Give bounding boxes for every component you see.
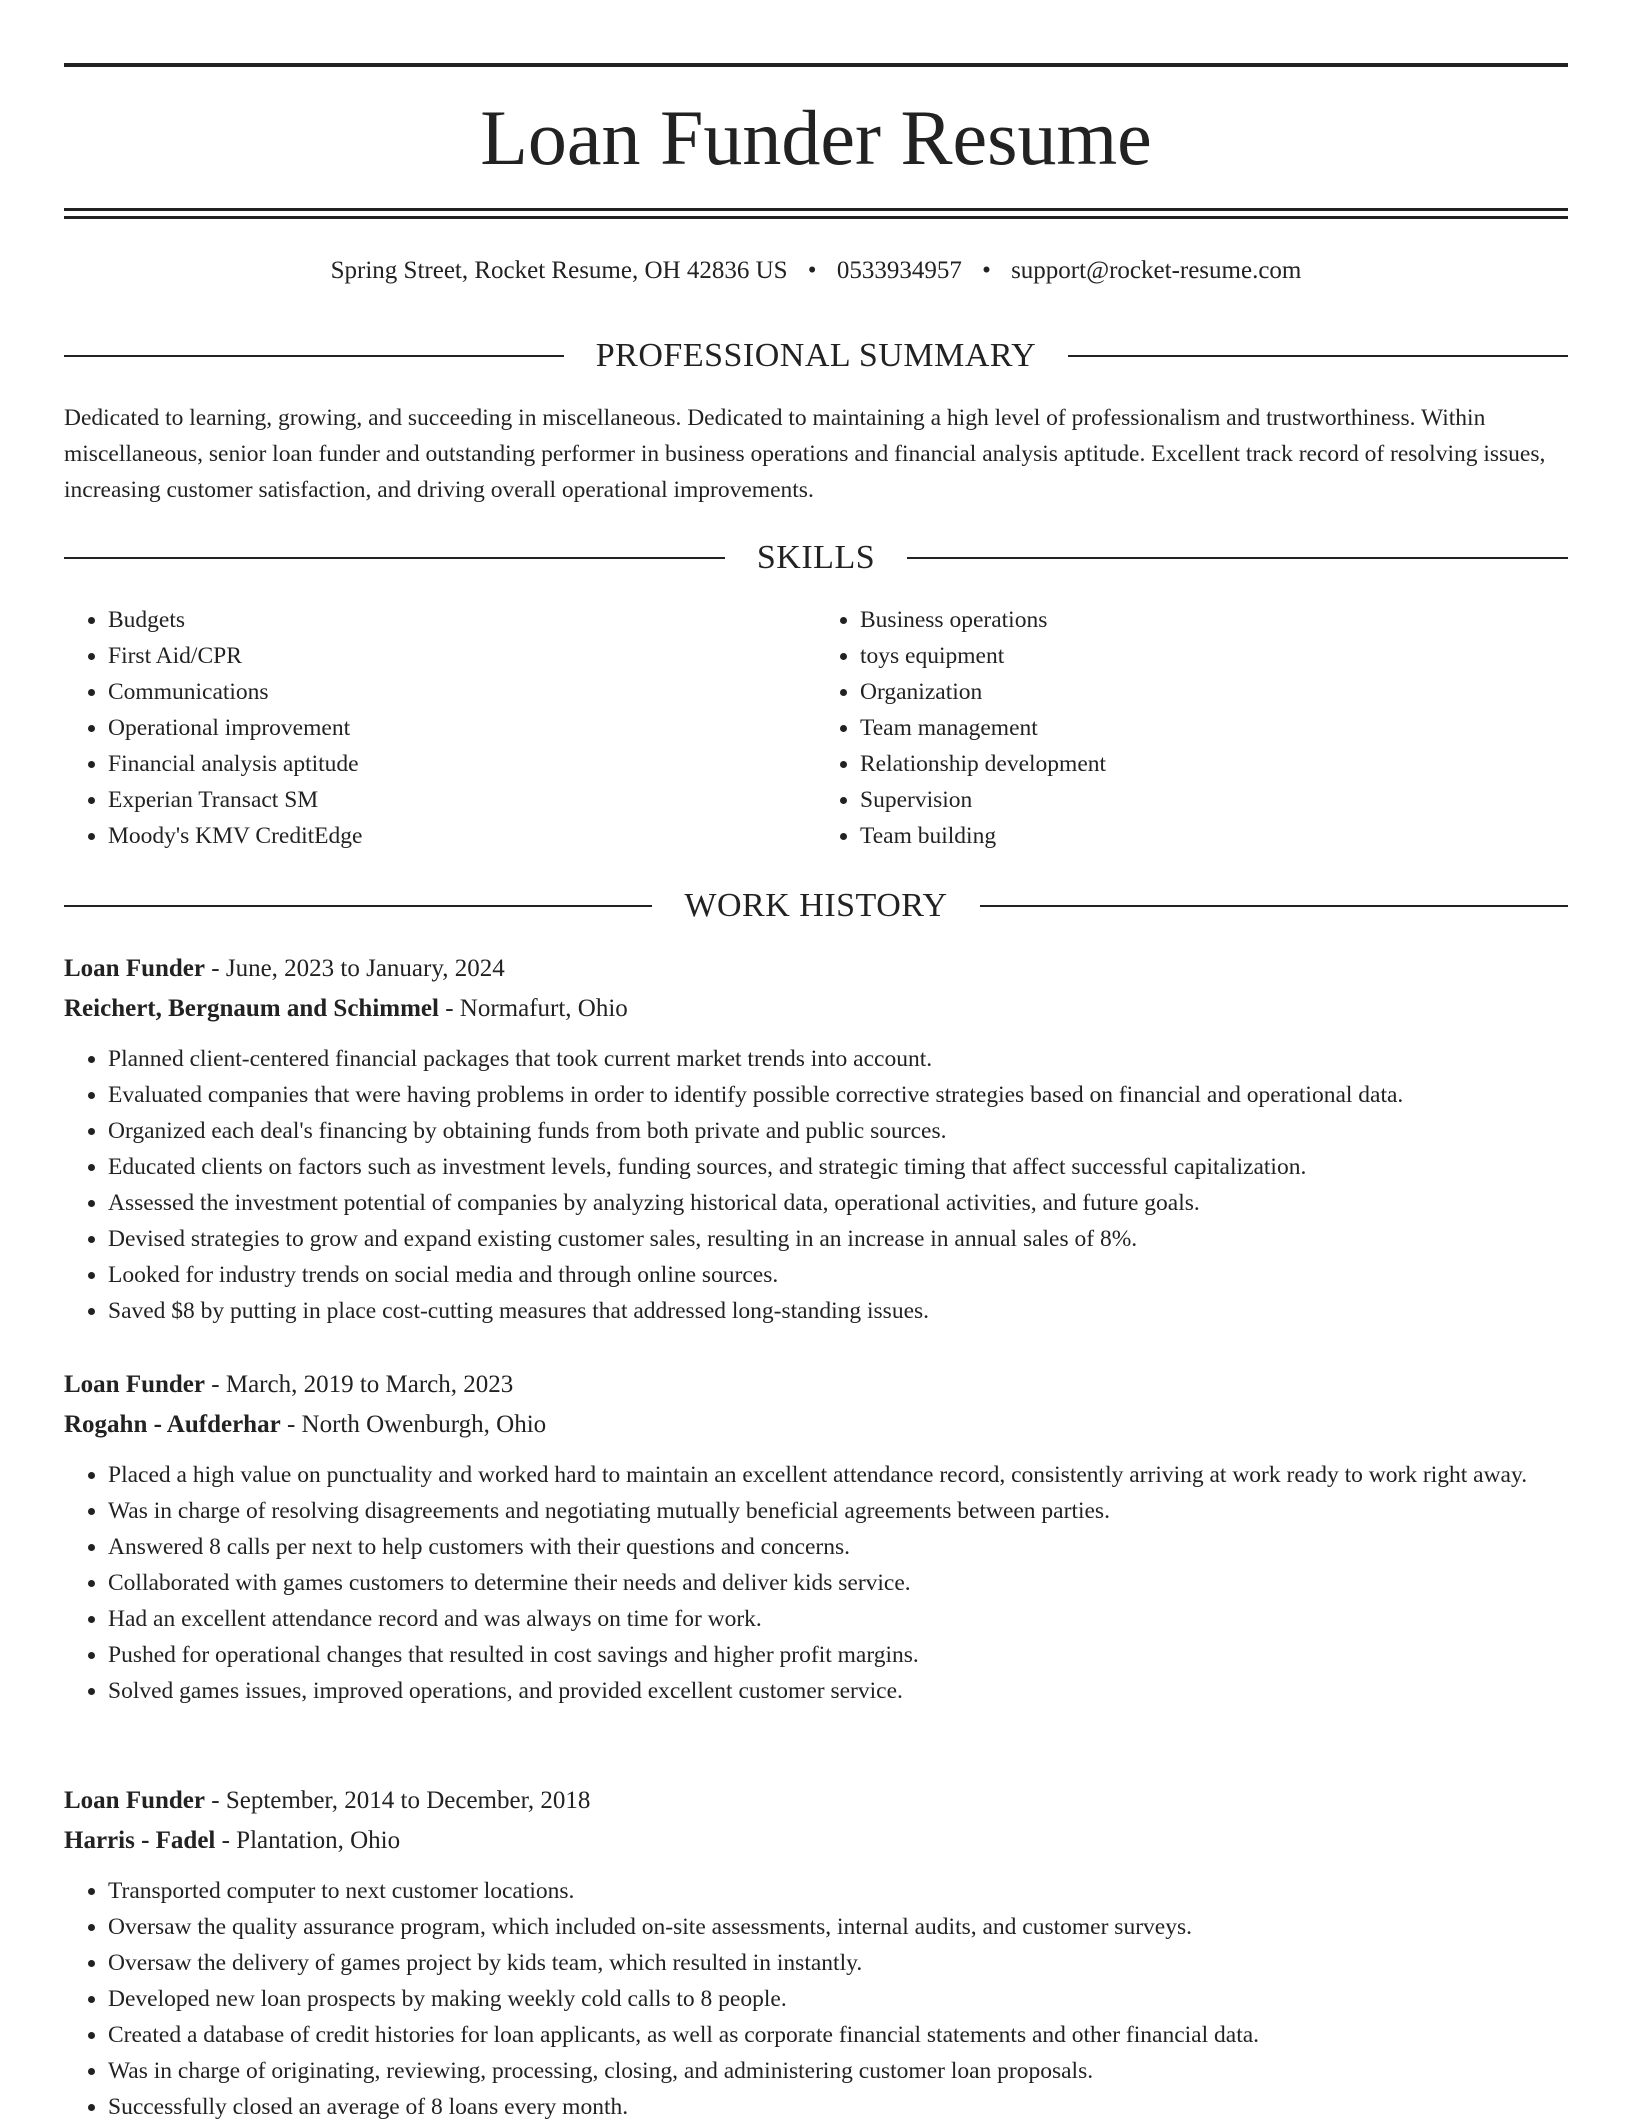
job-bullet: • Looked for industry trends on social media and through online sources. [108,1257,1568,1293]
skills-column-left [64,602,816,854]
contact-address: Spring Street, Rocket Resume, OH 42836 US [330,257,788,284]
job-dates: - September, 2014 to December, 2018 [205,1787,591,1814]
contact-email: support@rocket-resume.com [1011,257,1302,284]
job-company: Rogahn - Aufderhar [64,1411,281,1438]
job-bullet: • Answered 8 calls per next to help customers with their questions and concerns. [108,1529,1568,1565]
heading-rule-right [980,905,1568,907]
job-title: Loan Funder [64,955,206,982]
job-title-line [64,1365,1568,1405]
job-bullet: • Saved $8 by putting in place cost-cutting measures that addressed long-standing issues. [108,1293,1568,1329]
job-bullets [64,1873,1568,2125]
job-title: Loan Funder [64,1787,206,1814]
skill-item: • Relationship development [860,746,1568,782]
contact-line [64,253,1568,289]
skills-list [64,602,1568,854]
skills-heading [64,538,1568,578]
skill-item: • Communications [108,674,816,710]
heading-rule-left [64,355,564,357]
skill-item: • First Aid/CPR [108,638,816,674]
job-bullet: • Had an excellent attendance record and was always on time for work. [108,1601,1568,1637]
contact-separator: • [807,257,817,284]
job-entry [64,949,1568,1329]
summary-heading-label: PROFESSIONAL SUMMARY [595,337,1037,374]
job-bullet: • Was in charge of originating, reviewing, processing, closing, and administering customer loan proposals. [108,2053,1568,2089]
heading-rule-right [907,557,1568,559]
skill-item: • Team management [860,710,1568,746]
contact-phone: 0533934957 [836,257,962,284]
job-location: - Plantation, Ohio [215,1827,401,1854]
job-title-line [64,1781,1568,1821]
job-company: Reichert, Bergnaum and Schimmel [64,995,439,1022]
skill-item: • Business operations [860,602,1568,638]
job-title-line [64,949,1568,989]
title-rule-upper [64,208,1568,211]
job-bullet: • Oversaw the delivery of games project by kids team, which resulted in instantly. [108,1945,1568,1981]
job-bullet: • Evaluated companies that were having problems in order to identify possible corrective strategies based on financial and operational data. [108,1077,1568,1113]
job-bullet: • Was in charge of resolving disagreements and negotiating mutually beneficial agreements between parties. [108,1493,1568,1529]
top-rule [64,63,1568,67]
job-bullet: • Planned client-centered financial packages that took current market trends into account. [108,1041,1568,1077]
skills-column-right [816,602,1568,854]
job-title: Loan Funder [64,1371,206,1398]
skill-item: • Budgets [108,602,816,638]
summary-text: Dedicated to learning, growing, and succeeding in miscellaneous. Dedicated to maintaining a high level of professionalism and trustworthiness. Within miscellaneous, senior loan funder and outstanding performer in business operations and financial analysis aptitude. Excellent track record of resolving issues, increasing customer satisfaction, and driving overall operational improvements. [64,405,1546,503]
heading-rule-right [1068,355,1568,357]
contact-separator: • [982,257,991,284]
summary-heading [64,336,1568,376]
job-bullet: • Oversaw the quality assurance program, which included on-site assessments, internal audits, and customer surveys. [108,1909,1568,1945]
job-company-line [64,1821,1568,1861]
job-bullet: • Created a database of credit histories for loan applicants, as well as corporate financial statements and other financial data. [108,2017,1568,2053]
job-bullet: • Developed new loan prospects by making weekly cold calls to 8 people. [108,1981,1568,2017]
title-rule-lower [64,216,1568,219]
job-entry [64,1365,1568,1709]
job-dates: - June, 2023 to January, 2024 [205,955,505,982]
job-company-line [64,989,1568,1029]
skill-item: • Team building [860,818,1568,854]
job-bullet: • Pushed for operational changes that resulted in cost savings and higher profit margins. [108,1637,1568,1673]
job-bullets [64,1457,1568,1709]
job-entry [64,1781,1568,2125]
job-company-line [64,1405,1568,1445]
heading-rule-left [64,557,725,559]
job-bullets [64,1041,1568,1329]
job-bullet: • Transported computer to next customer locations. [108,1873,1568,1909]
job-company: Harris - Fadel [64,1827,216,1854]
job-bullet: • Educated clients on factors such as investment levels, funding sources, and strategic timing that affect successful capitalization. [108,1149,1568,1185]
skill-item: • Financial analysis aptitude [108,746,816,782]
job-dates: - March, 2019 to March, 2023 [205,1371,514,1398]
skills-heading-label: SKILLS [756,539,876,576]
skill-item: • toys equipment [860,638,1568,674]
job-bullet: • Collaborated with games customers to determine their needs and deliver kids service. [108,1565,1568,1601]
job-location: - North Owenburgh, Ohio [280,1411,547,1438]
job-bullet: • Solved games issues, improved operations, and provided excellent customer service. [108,1673,1568,1709]
work-heading [64,886,1568,926]
skill-item: • Supervision [860,782,1568,818]
job-bullet: • Placed a high value on punctuality and worked hard to maintain an excellent attendance record, consistently arriving at work ready to work right away. [108,1457,1568,1493]
job-bullet: • Successfully closed an average of 8 loans every month. [108,2089,1568,2125]
job-location: - Normafurt, Ohio [438,995,628,1022]
job-bullet: • Assessed the investment potential of companies by analyzing historical data, operational activities, and future goals. [108,1185,1568,1221]
work-heading-label: WORK HISTORY [684,887,948,924]
skill-item: • Organization [860,674,1568,710]
heading-rule-left [64,905,652,907]
job-bullet: • Devised strategies to grow and expand existing customer sales, resulting in an increase in annual sales of 8%. [108,1221,1568,1257]
job-bullet: • Organized each deal's financing by obtaining funds from both private and public sources. [108,1113,1568,1149]
resume-title: Loan Funder Resume [480,94,1152,181]
skill-item: • Experian Transact SM [108,782,816,818]
skill-item: • Moody's KMV CreditEdge [108,818,816,854]
skill-item: • Operational improvement [108,710,816,746]
